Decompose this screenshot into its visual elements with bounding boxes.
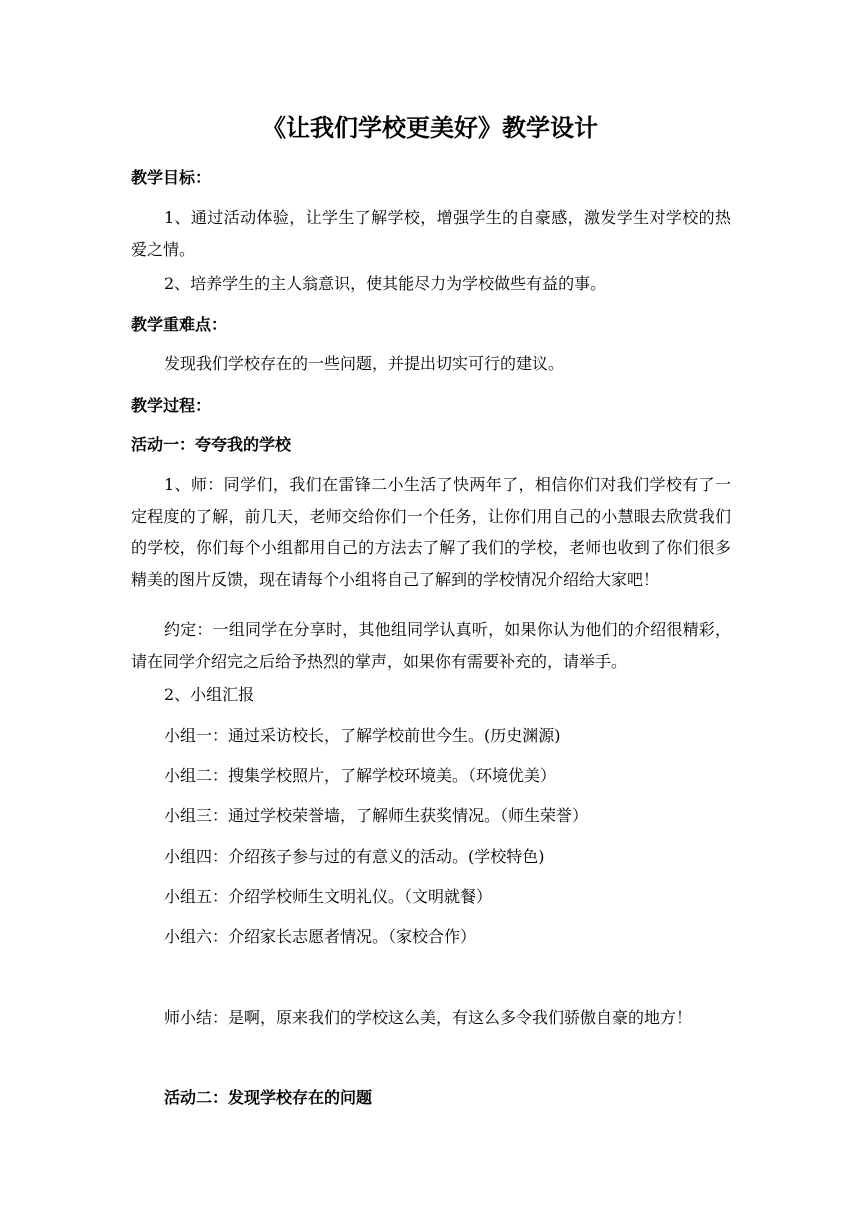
group-report-item: 小组四：介绍孩子参与过的有意义的活动。(学校特色) [164, 847, 545, 866]
goals-heading: 教学目标： [131, 168, 212, 187]
teacher-summary: 师小结：是啊，原来我们的学校这么美，有这么多令我们骄傲自豪的地方！ [164, 1008, 693, 1027]
group-report-item: 小组一：通过采访校长，了解学校前世今生。(历史渊源) [164, 726, 561, 745]
activity-1-rule: 约定：一组同学在分享时，其他组同学认真听，如果你认为他们的介绍很精彩，请在同学介绍完之后给予热烈的掌声，如果你有需要补充的，请举手。 [131, 620, 731, 671]
activity-1-group-report: 2、小组汇报 [164, 685, 255, 704]
goal-item-2: 2、培养学生的主人翁意识，使其能尽力为学校做些有益的事。 [164, 274, 607, 293]
process-heading: 教学过程： [131, 396, 212, 415]
focus-text: 发现我们学校存在的一些问题，并提出切实可行的建议。 [164, 354, 565, 373]
activity-2-heading: 活动二：发现学校存在的问题 [164, 1088, 373, 1107]
group-report-item: 小组二：搜集学校照片，了解学校环境美。（环境优美） [164, 766, 557, 785]
group-report-item: 小组三：通过学校荣誉墙，了解师生获奖情况。（师生荣誉） [164, 806, 589, 825]
document-title: 《让我们学校更美好》教学设计 [262, 113, 598, 142]
focus-heading: 教学重难点： [131, 315, 228, 334]
group-report-item: 小组六：介绍家长志愿者情况。（家校合作） [164, 927, 477, 946]
group-report-item: 小组五：介绍学校师生文明礼仪。（文明就餐） [164, 887, 493, 906]
activity-1-heading: 活动一：夸夸我的学校 [131, 435, 292, 454]
goal-item-1: 1、通过活动体验，让学生了解学校，增强学生的自豪感，激发学生对学校的热爱之情。 [131, 208, 731, 259]
activity-1-paragraph: 1、师：同学们，我们在雷锋二小生活了快两年了，相信你们对我们学校有了一定程度的了解，前几天，老师交给你们一个任务，让你们用自己的小慧眼去欣赏我们的学校，你们每个小组都用自己的方法去了解了我们的学校，老师也收到了你们很多精美的图片反馈，现在请每个小组将自己了解到的学校情况介绍给大家吧！ [131, 475, 731, 589]
